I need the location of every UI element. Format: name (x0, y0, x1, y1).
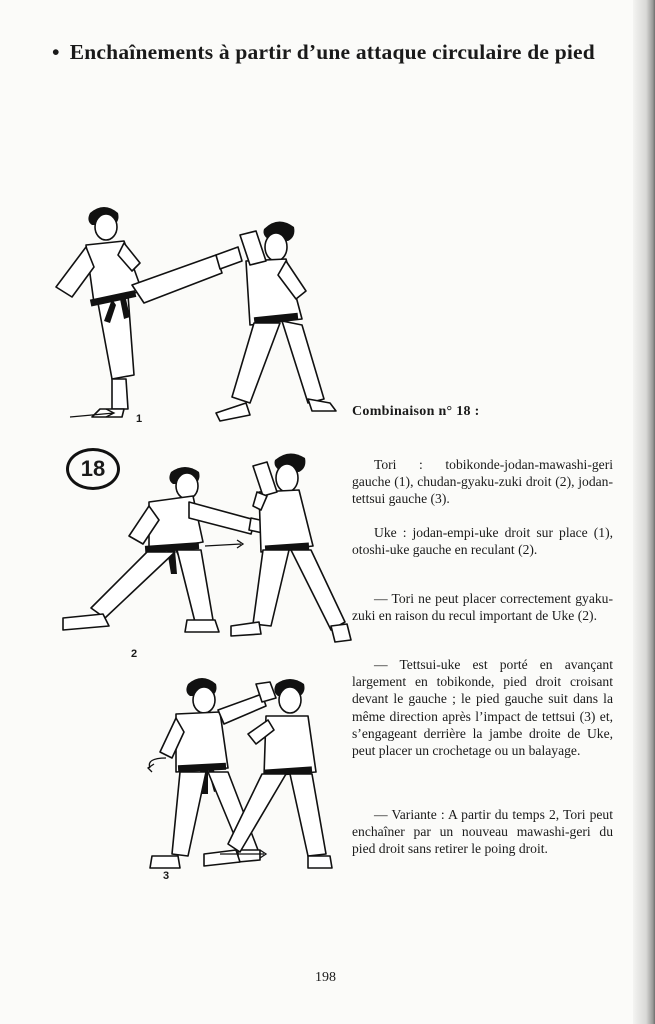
paragraph-variant: — Variante : A partir du temps 2, Tori peut enchaîner par un nouveau mawashi-geri du pied droit sans retirer le poing droit. (352, 807, 613, 857)
figure-number-1: 1 (136, 413, 143, 425)
page-edge-shadow (633, 0, 655, 1024)
bullet-icon: • (52, 40, 60, 64)
page-number: 198 (315, 970, 336, 985)
paragraph-tori: Tori : tobikonde-jodan-mawashi-geri gauche (1), chudan-gyaku-zuki droit (2), jodan-tettsui gauche (3). (352, 457, 613, 507)
illustration-figure-2 (55, 450, 355, 665)
combination-badge: 18 (66, 448, 120, 490)
section-heading (52, 40, 632, 65)
figure-number-2: 2 (131, 648, 138, 660)
heading-text: Enchaînements à partir d’une attaque circulaire de pied (69, 40, 595, 64)
figure-number-3: 3 (163, 870, 170, 882)
illustration-figure-1 (50, 195, 340, 435)
paragraph-note-2: — Tettsui-uke est porté en avançant largement en tobikonde, pied droit croisant devant le gauche ; le pied gauche suit dans la même direction après l’impact de tettsui (3) et, s’engageant derrière la jambe droite de Uke, peut placer un crochetage ou un balayage. (352, 657, 613, 759)
paragraph-note-1: — Tori ne peut placer correctement gyaku-zuki en raison du recul important de Uke (2). (352, 591, 613, 624)
illustration-figure-3 (130, 670, 345, 885)
combination-title: Combinaison n° 18 : (352, 404, 480, 419)
paragraph-uke: Uke : jodan-empi-uke droit sur place (1), otoshi-uke gauche en reculant (2). (352, 525, 613, 558)
